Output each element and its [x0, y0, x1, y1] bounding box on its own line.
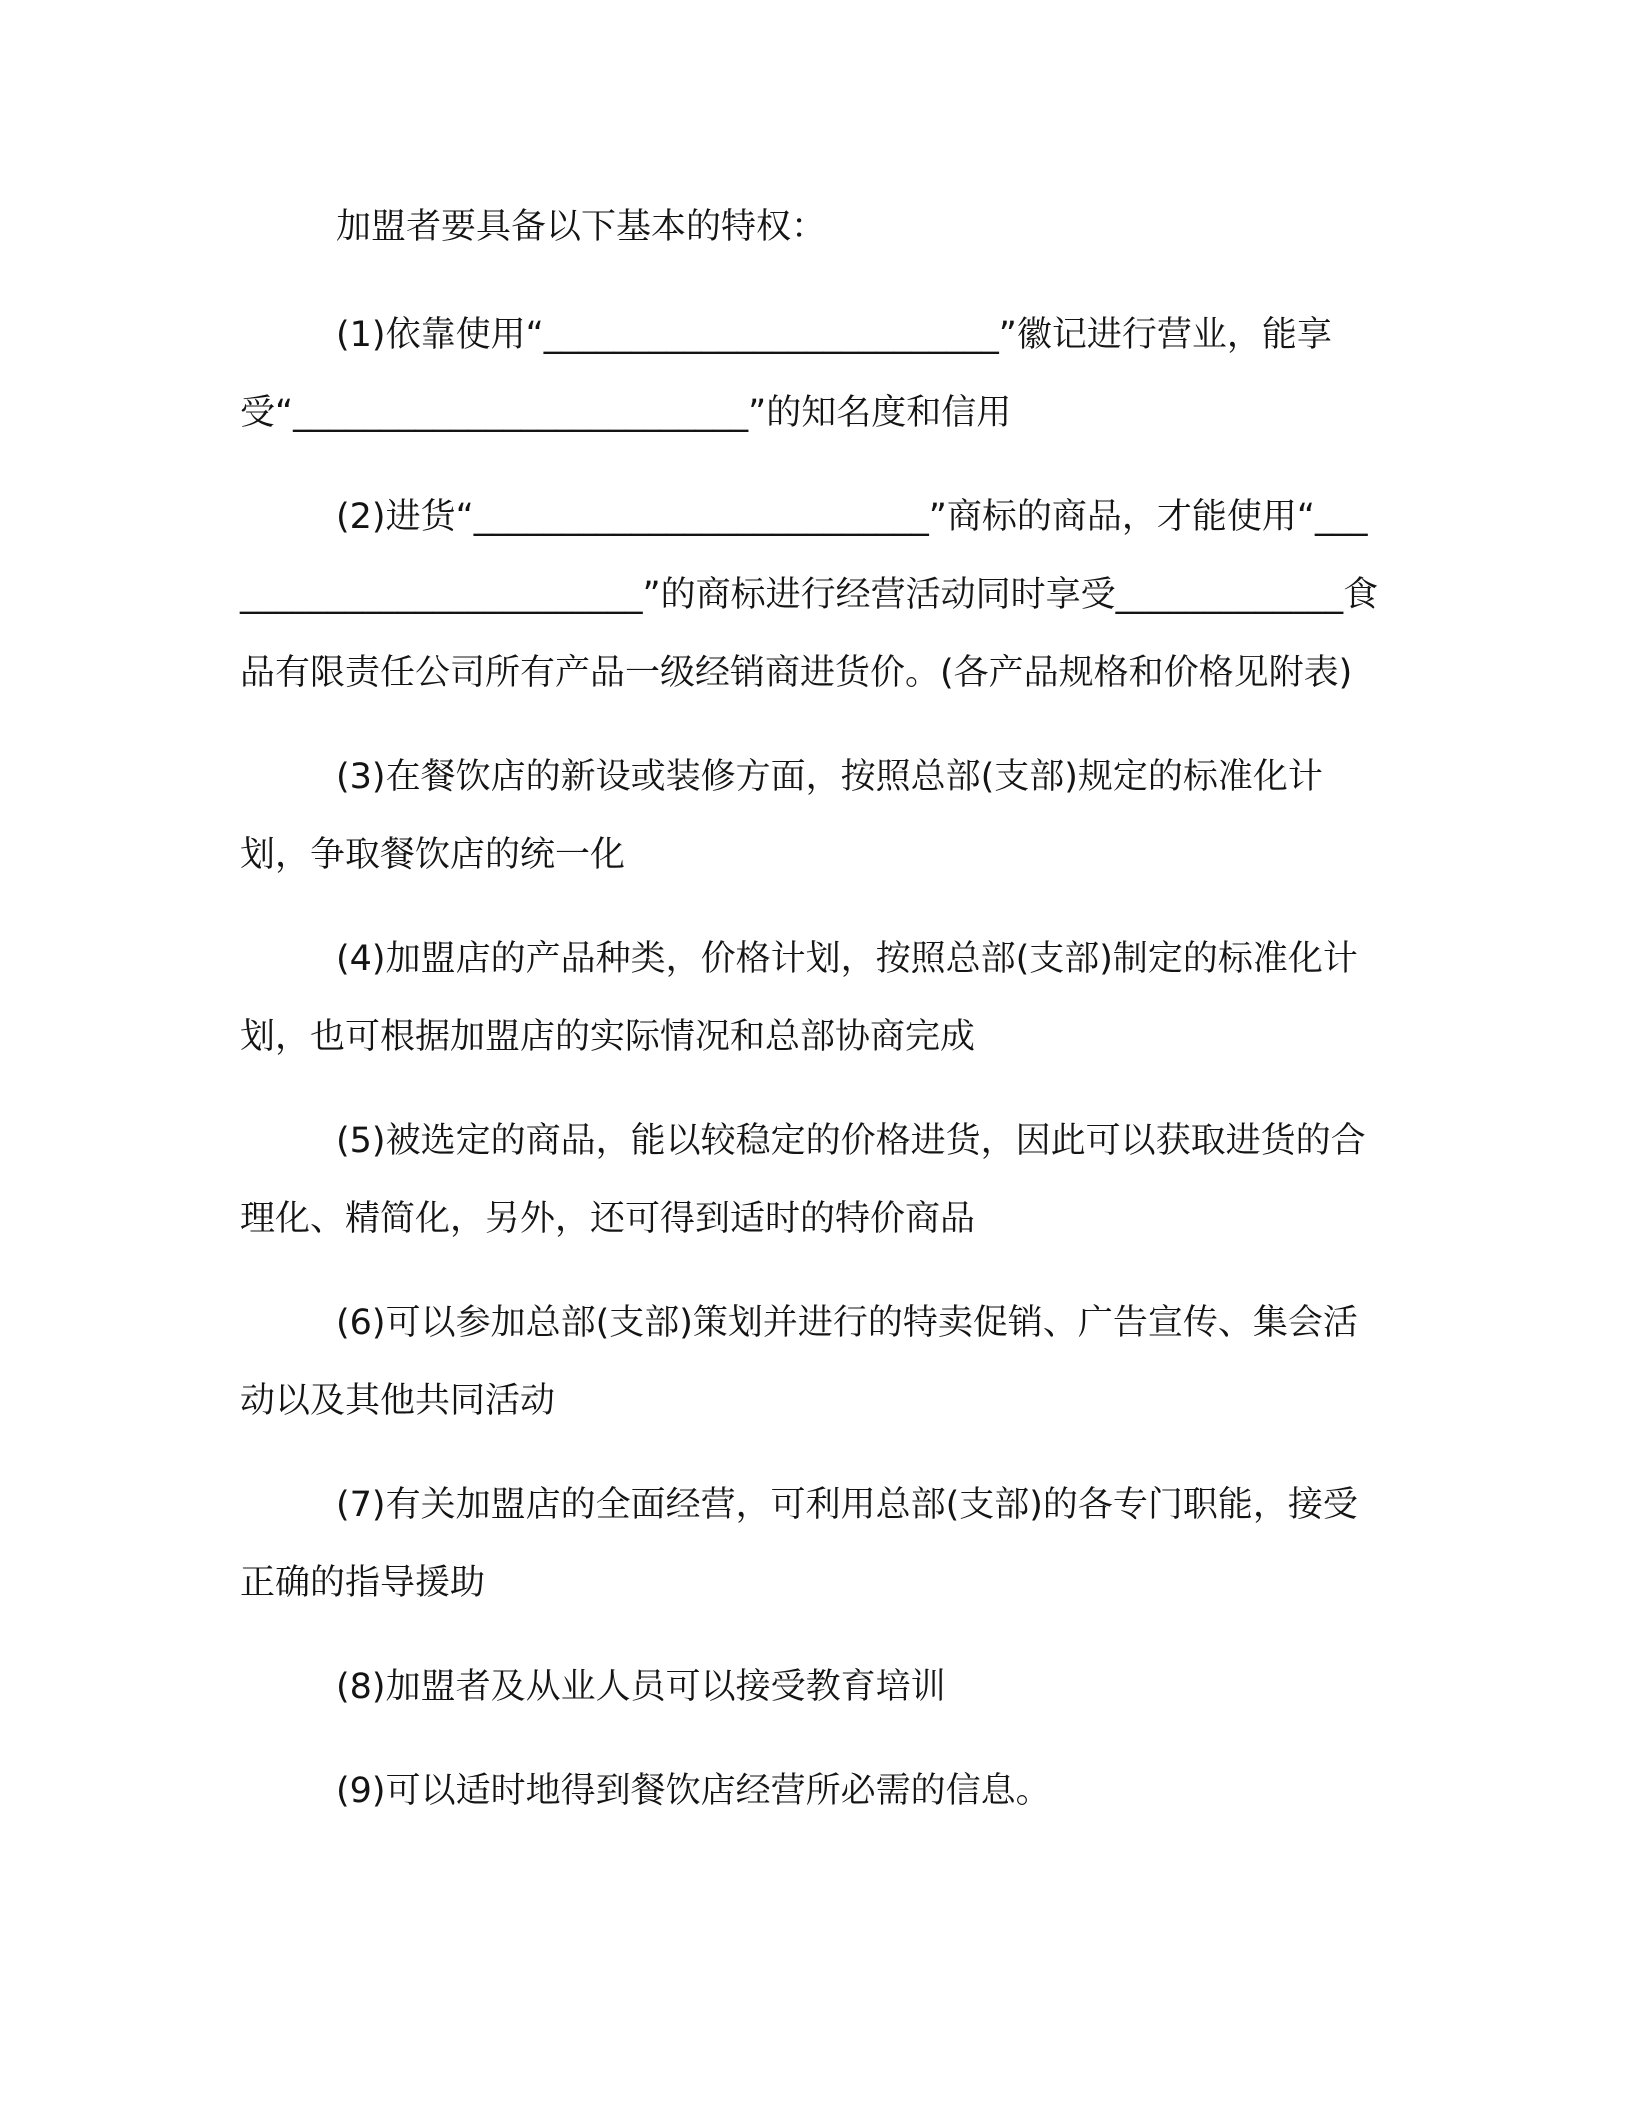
privilege-item-8: (8)加盟者及从业人员可以接受教育培训 — [336, 1667, 946, 1707]
privilege-item-5: (5)被选定的商品，能以较稳定的价格进货，因此可以获取进货的合理化、精简化，另外，还可得到适时的特价商品 — [240, 1121, 1366, 1239]
privilege-item-4: (4)加盟店的产品种类，价格计划，按照总部(支部)制定的标准化计划，也可根据加盟店的实际情况和总部协商完成 — [240, 939, 1358, 1057]
privilege-item-6: (6)可以参加总部(支部)策划并进行的特卖促销、广告宣传、集会活动以及其他共同活动 — [240, 1303, 1358, 1421]
document-heading: 加盟者要具备以下基本的特权： — [336, 207, 827, 247]
privilege-item-9: (9)可以适时地得到餐饮店经营所必需的信息。 — [336, 1771, 1051, 1811]
privilege-item-2: (2)进货“__________________________”商标的商品，才能使用“__________________________”的商标进行经营活动同时享受_____________食品有限责任公司所有产品一级经销商进货价。(各产品规格和价格见附表) — [240, 497, 1379, 693]
privilege-item-7: (7)有关加盟店的全面经营，可利用总部(支部)的各专门职能，接受正确的指导援助 — [240, 1485, 1358, 1603]
document-page — [240, 188, 1382, 1856]
privilege-item-3: (3)在餐饮店的新设或装修方面，按照总部(支部)规定的标准化计划，争取餐饮店的统一化 — [240, 757, 1323, 875]
privilege-item-1: (1)依靠使用“__________________________”徽记进行营业，能享受“__________________________”的知名度和信用 — [240, 315, 1332, 433]
